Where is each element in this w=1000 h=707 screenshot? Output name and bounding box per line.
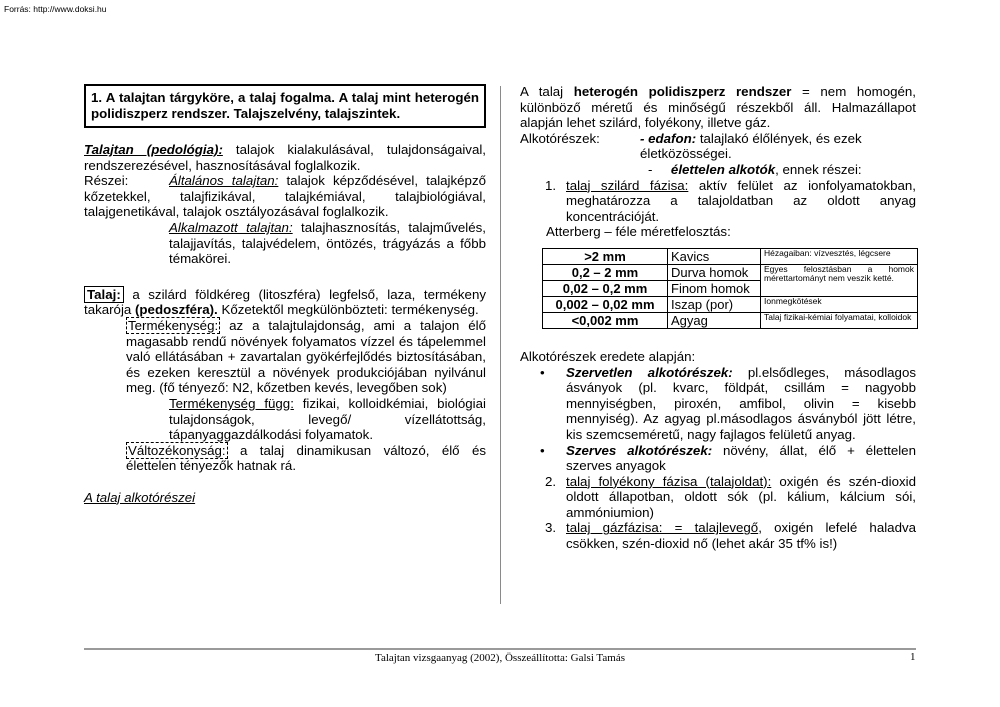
paragraph-intro: A talaj heterogén polidiszperz rendszer = nem homogén, különböző méretű és minőségű részekből áll. Halmazállapot alapján lehet szilárd, folyékony, illetve gáz.	[520, 84, 917, 131]
heading-alkotoreszei: A talaj alkotórészei	[84, 489, 196, 505]
section-title: 1. A talajtan tárgyköre, a talaj fogalma. A talaj mint heterogén polidiszperz rendszer. Talajszelvény, talajszintek.	[84, 84, 486, 128]
paragraph-termekenyseg: Termékenység: az a talajtulajdonság, ami a talajon élő magasabb rendű növények folyamatos vízzel és tápelemmel való ellátásában + zavartalan gyökérfejlődés biztosításában, és ezeken keresztül a növények produkciójában nyilvánul meg. (fő tényező: N2, kőzetben kevés, levegőben sok)	[126, 317, 486, 396]
list-item-folyekony: 2. talaj folyékony fázisa (talajoldat): oxigén és szén-dioxid oldott állapotban, oldott sók (pl. kálium, kálcium sói, ammóniumion)	[545, 473, 916, 520]
atterberg-label: Atterberg – féle méretfelosztás:	[546, 224, 731, 240]
paragraph-talaj: Talaj: a szilárd földkéreg (litoszféra) legfelső, laza, termékeny takarója (pedoszféra). Kőzetektől megkülönbözteti: termékenység.	[84, 286, 486, 318]
row-elettelen: - élettelen alkotók, ennek részei:	[648, 161, 862, 177]
list-item: • Szervetlen alkotórészek: pl.elsődleges, másodlagos ásványok (pl. kvarc, földpát, csillám = nagyobb mennyiségben, piroxén, amfibol, olivin = kisebb mennyiség). Az agyag pl.másodlagos ásványból jött létre, kis szemcseméretű, nagy fajlagos felületű anyag.	[520, 365, 916, 443]
right-column	[520, 84, 916, 552]
page-footer: Talajtan vizsgaanyag (2002), Összeállította: Galsi Tamás	[375, 652, 625, 664]
column-divider	[500, 86, 501, 604]
term-termekenyseg: Termékenység:	[128, 317, 219, 333]
eredet-label: Alkotórészek eredete alapján:	[520, 348, 696, 364]
source-note: Forrás: http://www.doksi.hu	[4, 4, 107, 14]
term-talaj: Talaj:	[84, 286, 124, 303]
term-folyekony-fazis: talaj folyékony fázisa (talajoldat):	[566, 473, 772, 489]
row-edafon: Alkotórészek: - edafon: talajlakó élőlények, és ezek életközösségei.	[520, 130, 862, 162]
term-termekenyseg-fugg: Termékenység függ:	[169, 395, 294, 411]
bullet-list	[520, 365, 916, 474]
table-row: 0,2 – 2 mm Durva homok Egyes felosztásban a homok mérettartományt nem veszik ketté.	[543, 264, 918, 280]
term-altalanos-talajtan: Általános talajtan:	[169, 173, 279, 189]
footer-divider	[84, 648, 916, 650]
paragraph-valtozekonysag: Változékonyság: a talaj dinamikusan változó, élő és élettelen tényezők hatnak rá.	[126, 442, 486, 474]
term-elettelen: élettelen alkotók	[670, 161, 776, 177]
list-item-szilard: 1. talaj szilárd fázisa: aktív felület az ionfolyamatokban, meghatározza a talajoldatban az oldott anyag koncentrációját.	[545, 177, 916, 224]
paragraph-termekenyseg-fugg: Termékenység függ: fizikai, kolloidkémiai, biológiai tulajdonságok, levegő/ vízellátottság, tápanyaggazdálkodási folyamatok.	[169, 395, 486, 443]
term-valtozekonysag: Változékonyság:	[128, 442, 226, 458]
table-row: >2 mm Kavics Hézagaiban: vízvesztés, légcsere	[543, 248, 918, 264]
paragraph-talajtan: Talajtan (pedológia): talajok kialakulásával, tulajdonságaival, rendszerezésével, hasznosításával foglalkozik.	[84, 142, 486, 173]
table-row: <0,002 mm Agyag Talaj fizikai-kémiai folyamatai, kolloidok	[543, 312, 918, 328]
left-column	[84, 84, 486, 505]
paragraph-alkalmazott: Alkalmazott talajtan: talajhasznosítás, talajművelés, talajjavítás, talajvédelem, öntözés, trágyázás a főbb témakörei.	[169, 219, 486, 267]
table-row: 0,02 – 0,2 mm Finom homok	[543, 280, 918, 296]
term-talajtan: Talajtan (pedológia):	[84, 142, 223, 157]
list-item: • Szerves alkotórészek: növény, állat, élő + élettelen szerves anyagok	[520, 443, 916, 474]
size-table	[542, 248, 918, 329]
term-edafon: - edafon:	[640, 130, 697, 146]
term-gazfazis: talaj gázfázisa: = talajlevegő	[566, 520, 759, 536]
page-number: 1	[910, 651, 916, 663]
term-szilard-fazis: talaj szilárd fázisa:	[566, 177, 689, 193]
term-alkalmazott-talajtan: Alkalmazott talajtan:	[169, 219, 293, 235]
list-item-gazfazis: 3. talaj gázfázisa: = talajlevegő, oxigén lefelé haladva csökken, szén-dioxid nő (lehet akár 35 tf% is!)	[545, 520, 917, 552]
paragraph-reszei: Részei: Általános talajtan: talajok képződésével, talajképző kőzetekkel, talajfizikával, talajkémiával, talajbiológiával, talajgenetikával, talajok osztályozásával foglalkozik.	[84, 173, 486, 220]
table-row: 0,002 – 0,02 mm Iszap (por) Ionmegkötések	[543, 296, 918, 312]
